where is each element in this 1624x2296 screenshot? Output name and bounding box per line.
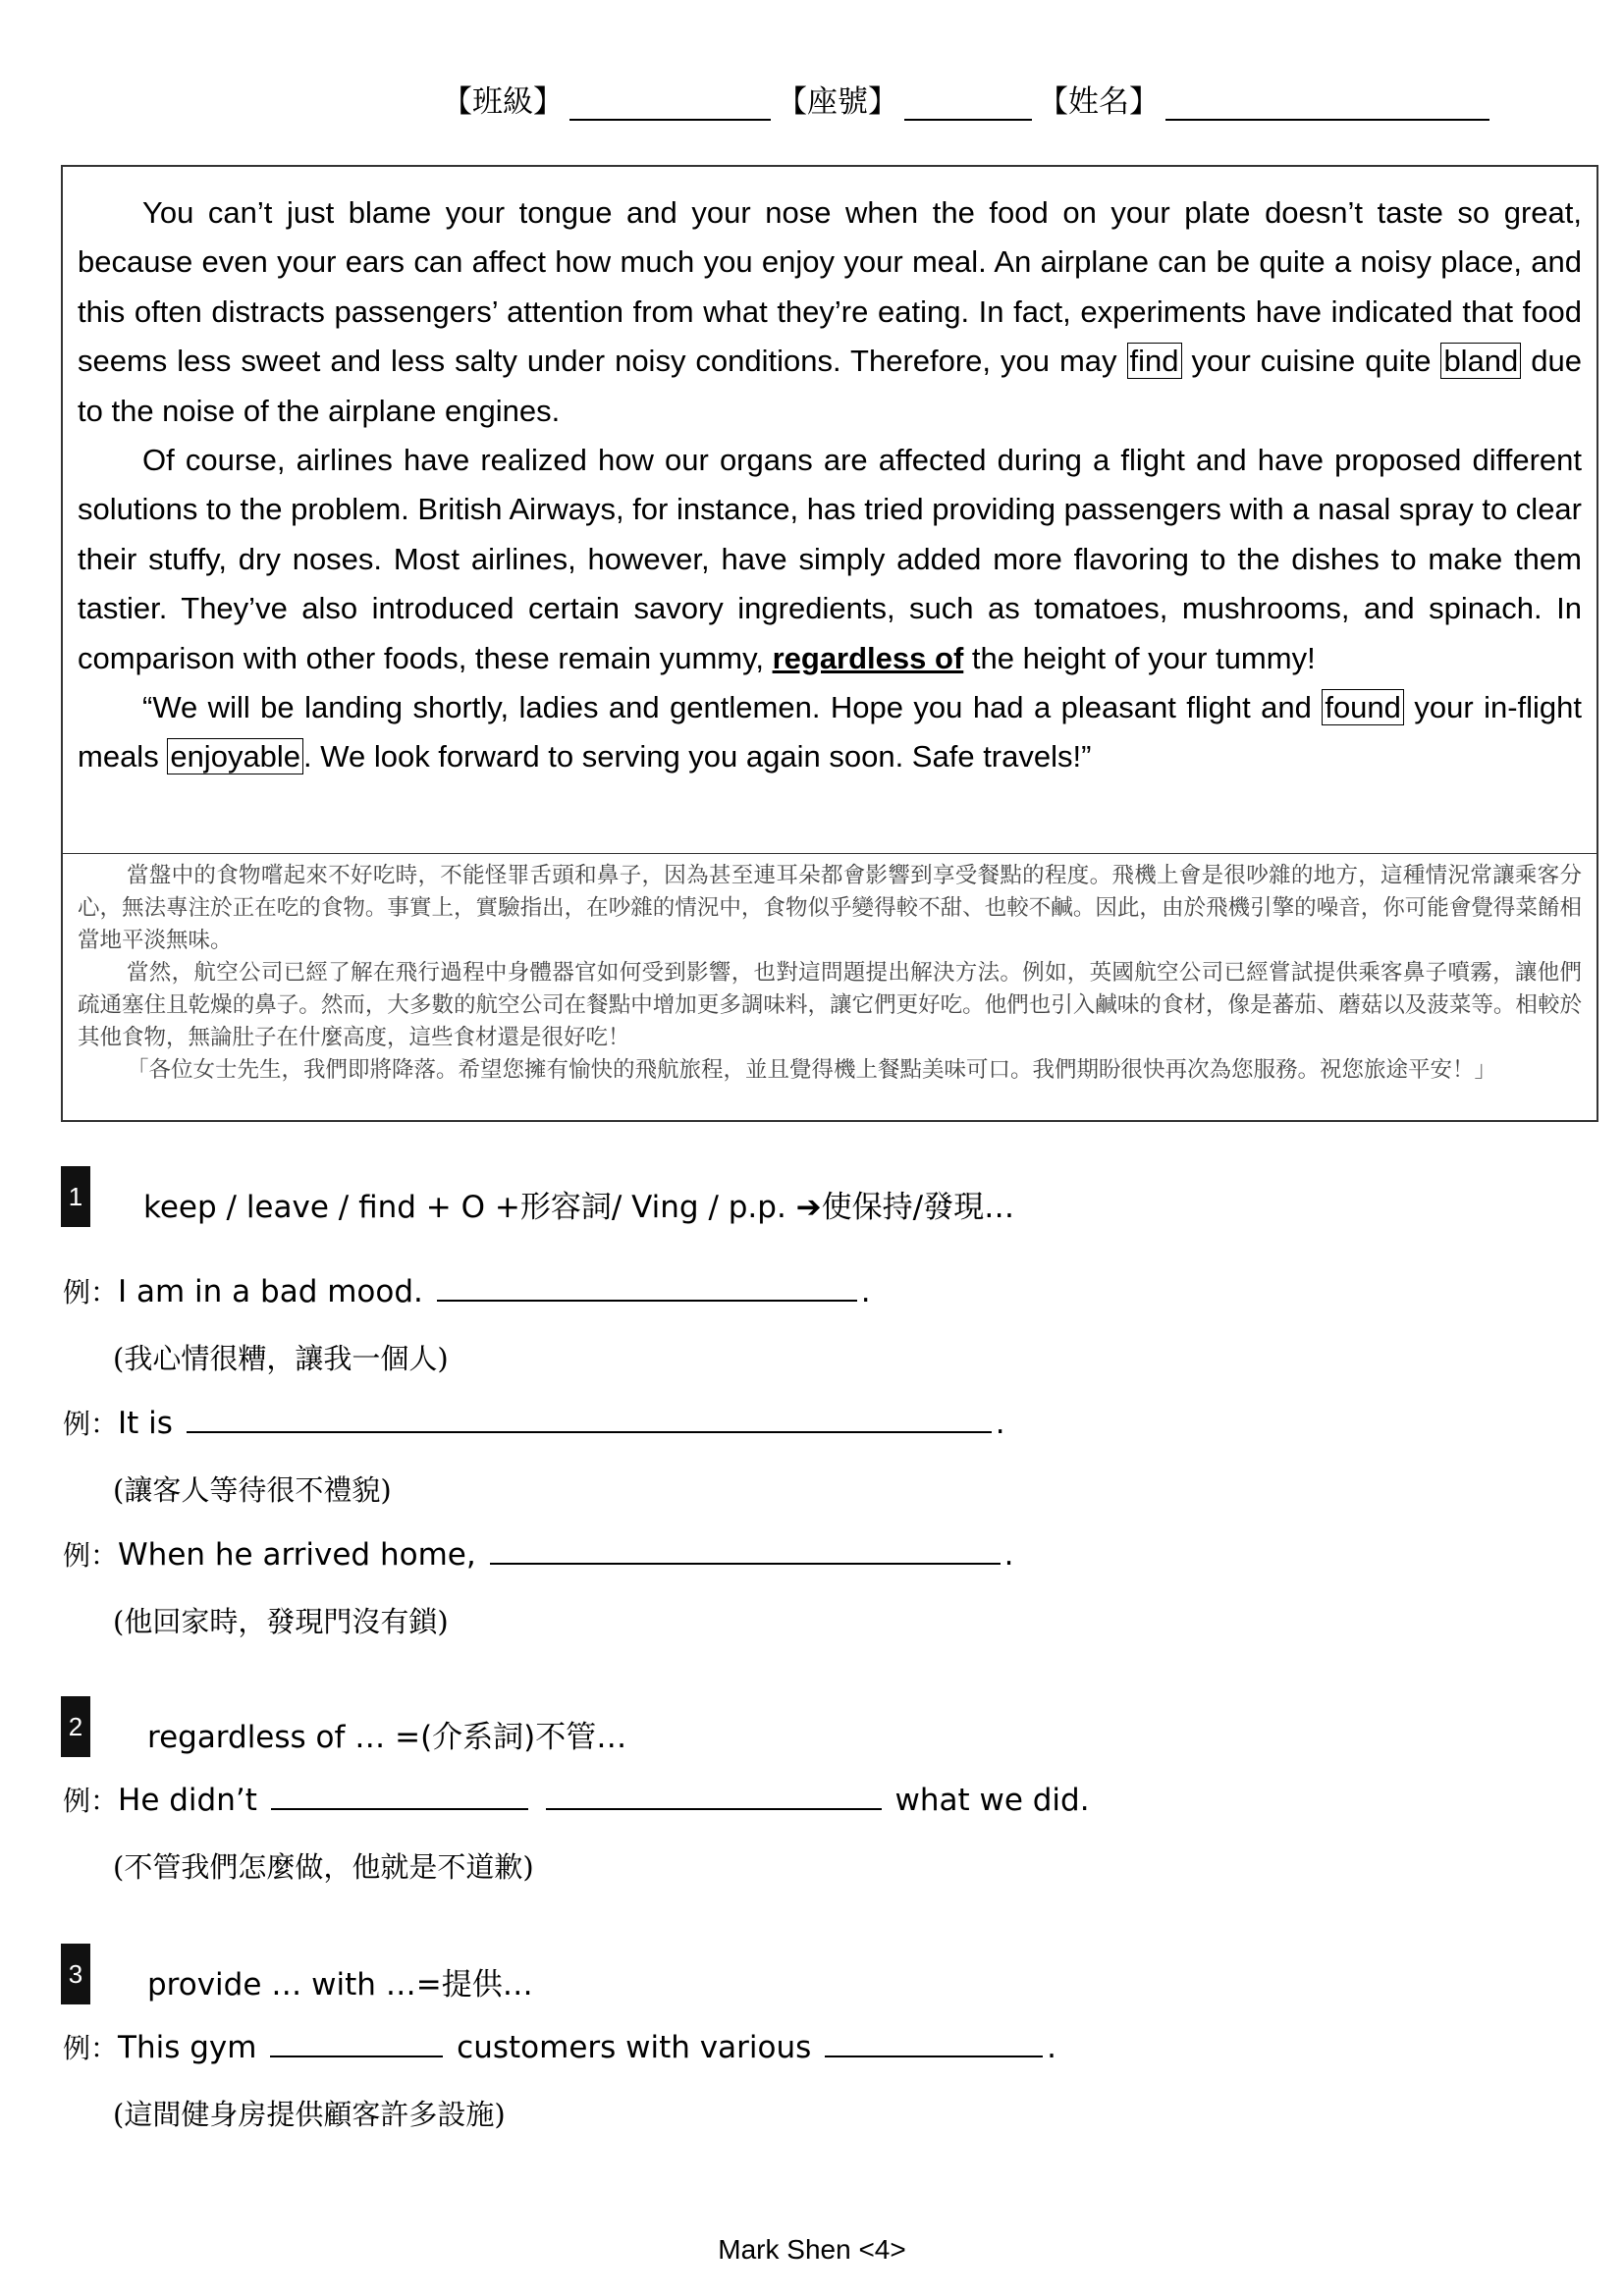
section-number-badge: 2 [61, 1696, 90, 1757]
translation-paragraph-3: 「各位女士先生，我們即將降落。希望您擁有愉快的飛航旅程，並且覺得機上餐點美味可口。我們期盼很快再次為您服務。祝您旅途平安！」 [127, 1057, 1497, 1083]
example-line [63, 1270, 871, 1310]
example-text-after: . [1003, 1537, 1014, 1573]
p3-text-c: . We look forward to serving you again soon. Safe travels!” [303, 739, 1092, 774]
example-line [63, 1779, 1090, 1819]
boxed-word-find: find [1127, 343, 1182, 379]
p1-text-c: due to the noise of the airplane engines. [78, 344, 1583, 428]
answer-blank[interactable] [825, 2026, 1043, 2057]
example-text-after: . [860, 1274, 871, 1309]
section-heading: provide … with …=提供… [147, 1967, 533, 2002]
section-heading: keep / leave / find + O +形容詞/ Ving / p.p. ➔使保持/發現… [143, 1190, 1015, 1225]
page-footer: Mark Shen <4> [718, 2234, 906, 2265]
example-translation: (我心情很糟，讓我一個人) [113, 1342, 449, 1375]
example-prefix: 例： [63, 1408, 119, 1440]
example-prefix: 例： [63, 1539, 119, 1572]
p1-text-b: your cuisine quite [1191, 344, 1432, 379]
answer-blank[interactable] [490, 1533, 1001, 1565]
p2-text-a: Of course, airlines have realized how our organs are affected during a flight and have proposed different solutions to the problem. British Airways, for instance, has tried providing passengers with a nasal spray to clear their stuffy, dry noses. Most airlines, however, have simply added more flavoring to the dishes to make them tastier. They’ve also introduced certain savory ingredients, such as tomatoes, mushrooms, and spinach. In comparison with other foods, these remain yummy, [78, 443, 1582, 675]
translation-paragraph-2: 當然，航空公司已經了解在飛行過程中身體器官如何受到影響，也對這問題提出解決方法。例如，英國航空公司已經嘗試提供乘客鼻子噴霧，讓他們疏通塞住且乾燥的鼻子。然而，大多數的航空公司在餐點中增加更多調味料，讓它們更好吃。他們也引入鹹味的食材，像是蕃茄、蘑菇以及菠菜等。相較於其他食物，無論肚子在什麼高度，這些食材還是很好吃！ [78, 960, 1582, 1050]
example-translation: (他回家時，發現門沒有鎖) [113, 1605, 449, 1638]
chinese-translation [78, 860, 1582, 1087]
example-prefix: 例： [63, 1276, 119, 1308]
class-label: 【班級】 [442, 84, 564, 120]
example-text-before: This gym [118, 2030, 257, 2065]
student-info-header [442, 77, 1561, 128]
seat-label: 【座號】 [777, 84, 898, 120]
boxed-word-bland: bland [1440, 343, 1521, 379]
class-field[interactable] [569, 85, 771, 121]
paragraph-1 [78, 188, 1582, 436]
p2-text-b: the height of your tummy! [971, 640, 1316, 675]
english-passage [78, 188, 1582, 782]
example-translation: (這間健身房提供顧客許多設施) [113, 2098, 506, 2131]
p3-text-b: your in-flight meals [78, 690, 1583, 774]
boxed-word-enjoyable: enjoyable [167, 738, 303, 774]
answer-blank[interactable] [187, 1402, 992, 1433]
answer-blank[interactable] [437, 1270, 857, 1302]
highlight-regardless-of: regardless of [772, 640, 964, 675]
example-text-after: . [995, 1406, 1005, 1441]
example-line [63, 2026, 1056, 2066]
name-field[interactable] [1165, 85, 1489, 121]
answer-blank[interactable] [546, 1779, 882, 1810]
boxed-word-found: found [1322, 689, 1404, 725]
example-translation: (不管我們怎麼做，他就是不道歉) [113, 1850, 534, 1884]
example-text-middle: customers with various [457, 2030, 812, 2065]
example-prefix: 例： [63, 1785, 119, 1817]
section-heading: regardless of … =(介系詞)不管… [147, 1720, 627, 1755]
example-text-before: He didn’t [118, 1783, 257, 1818]
reading-passage-box [61, 165, 1598, 1122]
seat-field[interactable] [904, 85, 1032, 121]
name-label: 【姓名】 [1038, 84, 1160, 120]
example-text-after: . [1047, 2030, 1056, 2065]
paragraph-3 [78, 683, 1582, 782]
translation-paragraph-1: 當盤中的食物嚐起來不好吃時，不能怪罪舌頭和鼻子，因為甚至連耳朵都會影響到享受餐點的程度。飛機上會是很吵雜的地方，這種情況常讓乘客分心，無法專注於正在吃的食物。事實上，實驗指出，在吵雜的情況中，食物似乎變得較不甜、也較不鹹。因此，由於飛機引擎的噪音，你可能會覺得菜餚相當地平淡無味。 [78, 863, 1582, 953]
answer-blank[interactable] [271, 1779, 528, 1810]
answer-blank[interactable] [270, 2026, 443, 2057]
example-prefix: 例： [63, 2032, 119, 2064]
example-text-after: what we did. [894, 1783, 1090, 1818]
example-text-before: When he arrived home, [118, 1537, 476, 1573]
p3-text-a: “We will be landing shortly, ladies and gentlemen. Hope you had a pleasant flight and [142, 690, 1312, 725]
passage-divider [63, 853, 1597, 854]
section-number-badge: 3 [61, 1944, 90, 2004]
example-text-before: It is [118, 1406, 173, 1441]
example-line [63, 1533, 1013, 1574]
example-translation: (讓客人等待很不禮貌) [113, 1473, 392, 1507]
p1-text-a: You can’t just blame your tongue and your nose when the food on your plate doesn’t taste so great, because even your ears can affect how much you enjoy your meal. An airplane can be quite a noisy place, and this often distracts passengers’ attention from what they’re eating. In fact, experiments have indicated that food seems less sweet and less salty under noisy conditions. Therefore, you may [78, 195, 1582, 379]
paragraph-2 [78, 436, 1582, 683]
section-number-badge: 1 [61, 1166, 90, 1227]
example-line [63, 1402, 1005, 1442]
example-text-before: I am in a bad mood. [118, 1274, 423, 1309]
